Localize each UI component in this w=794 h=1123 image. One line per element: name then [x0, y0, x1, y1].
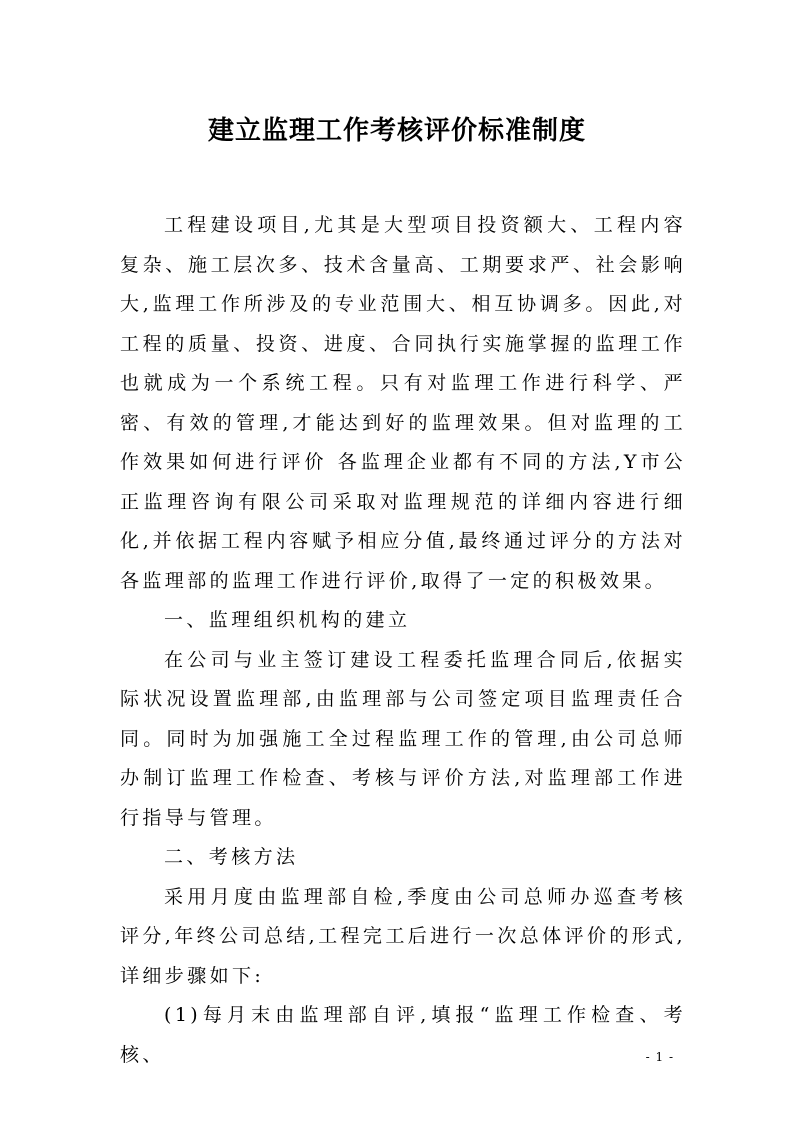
page-number: - 1 -: [645, 1050, 674, 1064]
organization-paragraph: 在公司与业主签订建设工程委托监理合同后,依据实际状况设置监理部,由监理部与公司签定项目监理责任合同。同时为加强施工全过程监理工作的管理,由公司总师办制订监理工作检查、考核与评价方法,对监理部工作进行指导与管理。: [120, 648, 686, 829]
step-one-paragraph: (1)每月末由监理部自评,填报“监理工作检查、考核、: [120, 1004, 686, 1066]
intro-paragraph: 工程建设项目,尤其是大型项目投资额大、工程内容复杂、施工层次多、技术含量高、工期要求严、社会影响大,监理工作所涉及的专业范围大、相互协调多。因此,对工程的质量、投资、进度、合同执行实施掌握的监理工作也就成为一个系统工程。只有对监理工作进行科学、严密、有效的管理,才能达到好的监理效果。但对监理的工作效果如何进行评价 各监理企业都有不同的方法,Y市公正监理咨询有限公司采取对监理规范的详细内容进行细化,并依据工程内容赋予相应分值,最终通过评分的方法对各监理部的监理工作进行评价,取得了一定的积极效果。: [120, 214, 686, 592]
assessment-method-paragraph: 采用月度由监理部自检,季度由公司总师办巡查考核评分,年终公司总结,工程完工后进行一次总体评价的形式,详细步骤如下:: [120, 885, 686, 987]
document-body: [120, 206, 686, 1075]
section-heading-assessment-method: 二、考核方法: [164, 846, 299, 868]
document-title: 建立监理工作考核评价标准制度: [207, 116, 586, 146]
section-heading-organization: 一、监理组织机构的建立: [164, 609, 411, 631]
